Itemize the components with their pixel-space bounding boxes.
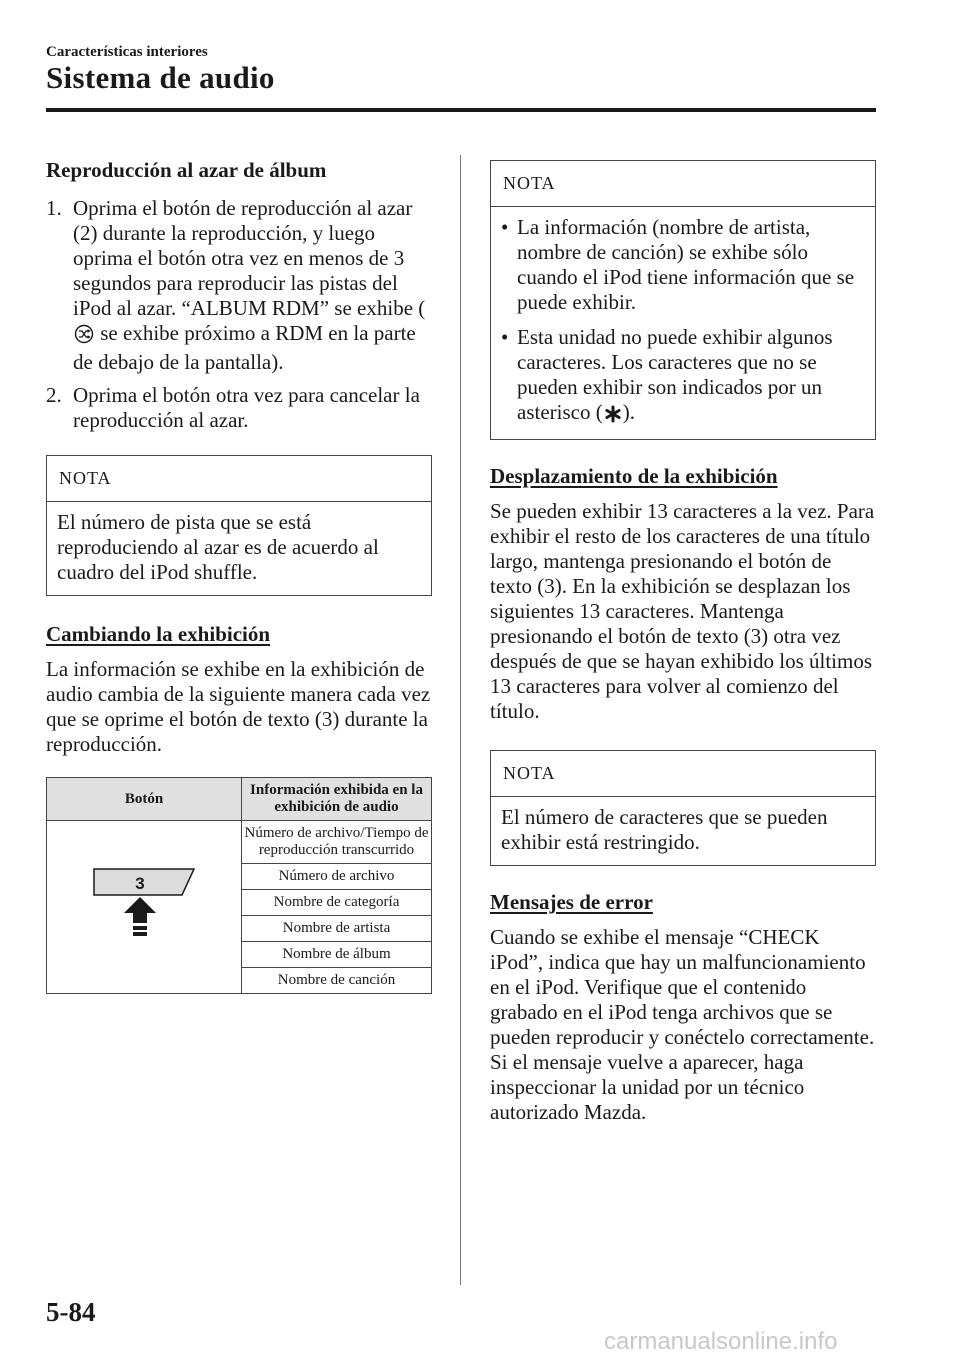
error-messages-heading: Mensajes de error <box>490 890 653 914</box>
note-box-characters <box>490 750 876 866</box>
scroll-display-text: Se pueden exhibir 13 caracteres a la vez. Para exhibir el resto de los caracteres de una título largo, mantenga presionando el botón de texto (3). En la exhibición se desplazan los siguientes 13 caracteres. Mantenga presionando el botón de texto (3) otra vez después de que se hayan exhibido los últimos 13 caracteres para volver al comienzo del título. <box>490 499 875 723</box>
display-table <box>46 777 432 994</box>
page-number: 5-84 <box>46 1297 96 1327</box>
text-button-icon <box>84 865 204 945</box>
step-text: Oprima el botón otra vez para cancelar la reproducción al azar. <box>73 383 420 432</box>
step-text: Oprima el botón de reproducción al azar (2) durante la reproducción, y luego oprima el botón otra vez en menos de 3 segundos para reproducir las pistas del iPod al azar. “ALBUM RDM” se exhibe ( se exhibe próximo a RDM en la parte de debajo de la pantalla). <box>73 196 426 374</box>
step-number: 1. <box>46 196 62 220</box>
bullet-icon: • <box>501 215 509 239</box>
asterisk-icon <box>604 404 622 429</box>
table-cell: Número de archivo/Tiempo de reproducción transcurrido <box>242 821 432 864</box>
press-arrow-icon <box>124 897 156 936</box>
table-cell: Nombre de canción <box>242 968 432 994</box>
table-header-info: Información exhibida en la exhibición de audio <box>242 778 432 821</box>
note-label: NOTA <box>47 456 431 502</box>
table-cell: Nombre de artista <box>242 916 432 942</box>
note-text: El número de caracteres que se pueden exhibir está restringido. <box>501 805 828 854</box>
note-list <box>501 215 865 429</box>
bullet-icon: • <box>501 325 509 349</box>
left-column <box>46 158 432 994</box>
page-title: Sistema de audio <box>46 60 275 95</box>
note-box-info <box>490 160 876 440</box>
change-display-heading: Cambiando la exhibición <box>46 622 271 646</box>
table-cell: Nombre de álbum <box>242 942 432 968</box>
watermark: carmanualsonline.info <box>604 1328 838 1355</box>
note-label: NOTA <box>491 161 875 207</box>
table-row <box>47 821 432 864</box>
table-header-button: Botón <box>47 778 242 821</box>
note-text: El número de pista que se está reproduciendo al azar es de acuerdo al cuadro del iPod shuffle. <box>57 510 379 584</box>
step-1 <box>46 196 432 375</box>
header-rule <box>46 108 876 112</box>
table-cell: Número de archivo <box>242 864 432 890</box>
table-cell: Nombre de categoría <box>242 890 432 916</box>
text-button-illustration <box>47 821 242 994</box>
note-label: NOTA <box>491 751 875 797</box>
section-label: Características interiores <box>46 44 208 60</box>
right-column <box>490 160 876 1125</box>
random-album-heading: Reproducción al azar de álbum <box>46 158 327 182</box>
change-display-text: La información se exhibe en la exhibición de audio cambia de la siguiente manera cada vez que se oprime el botón de texto (3) durante la reproducción. <box>46 657 431 756</box>
list-item: • La información (nombre de artista, nombre de canción) se exhibe sólo cuando el iPod tiene información que se puede exhibir. <box>501 215 855 314</box>
scroll-display-heading: Desplazamiento de la exhibición <box>490 464 778 488</box>
shuffle-icon <box>74 324 94 350</box>
column-divider <box>460 155 461 1285</box>
list-item: • Esta unidad no puede exhibir algunos caracteres. Los caracteres que no se pueden exhibir son indicados por un asterisco ( ). <box>501 325 865 429</box>
error-messages-text: Cuando se exhibe el mensaje “CHECK iPod”, indica que hay un malfuncionamiento en el iPod. Verifique que el contenido grabado en el iPod tenga archivos que se pueden reproducir y conéctelo correctamente. Si el mensaje vuelve a aparecer, haga inspeccionar la unidad por un técnico autorizado Mazda. <box>490 925 875 1124</box>
button-number: 3 <box>135 873 145 893</box>
step-number: 2. <box>46 383 62 407</box>
note-box-track <box>46 455 432 596</box>
step-2 <box>46 383 432 433</box>
